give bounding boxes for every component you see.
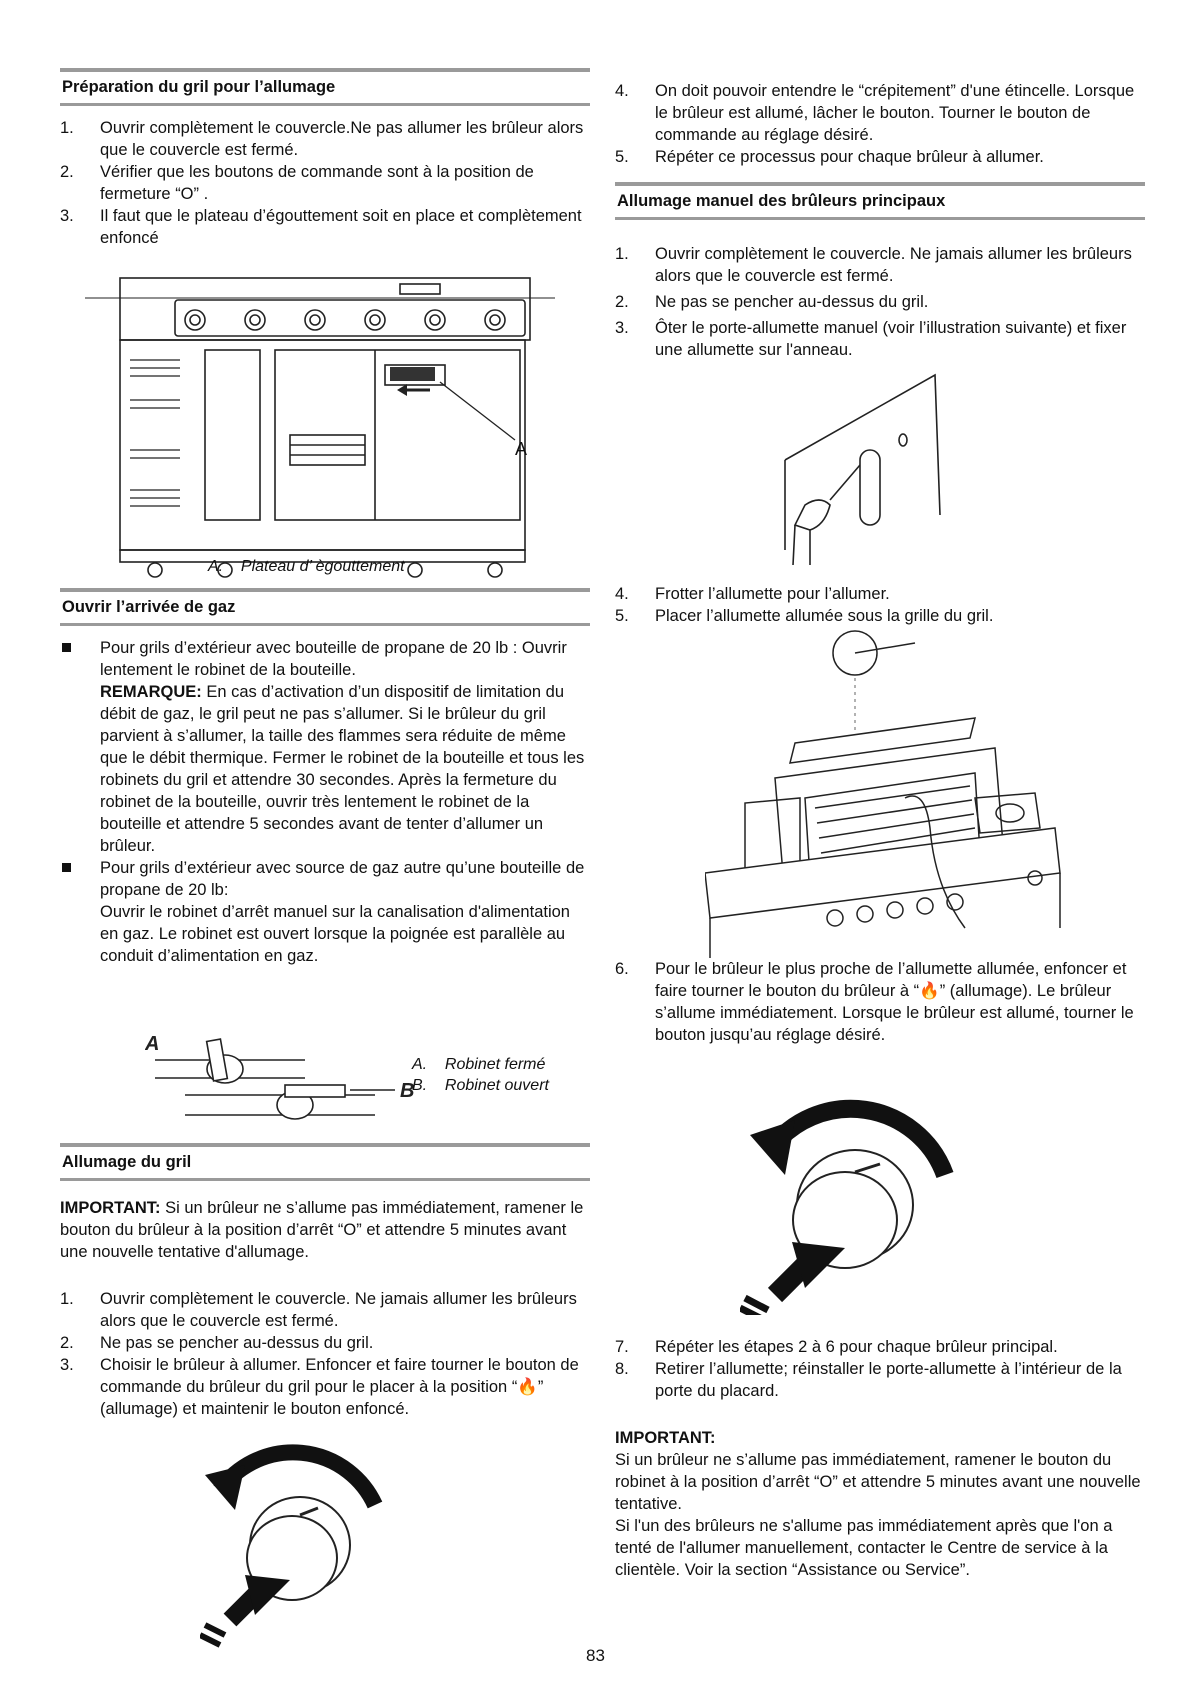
match-holder-illustration: [765, 365, 965, 575]
lighting-steps: [60, 1288, 590, 1420]
important-note: IMPORTANT: Si un brûleur ne s’allume pas immédiatement, ramener le bouton du brûleur à la position d’arrêt “O” et attendre 5 minutes avant une nouvelle tentative d'allumage.: [60, 1199, 584, 1261]
section-heading-gaz: Ouvrir l’arrivée de gaz: [60, 588, 590, 626]
list-item: 2. Ne pas se pencher au-dessus du gril.: [615, 293, 929, 311]
important-note-2: IMPORTANT: Si un brûleur ne s’allume pas immédiatement, ramener le bouton du robinet à la position d’arrêt “O” et attendre 5 minutes avant une nouvelle tentative. Si l'un des brûleurs ne s'allume pas immédiatement après que l'on a tenté de l'allumer manuellement, contacter le Centre de service à la clientèle. Voir la section “Assistance ou Service”.: [615, 1429, 1141, 1579]
valve-illustration: [145, 1030, 435, 1130]
manual-steps-4: [615, 1336, 1145, 1402]
list-item: 8. Retirer l’allumette; réinstaller le porte-allumette à l’intérieur de la porte du placard.: [615, 1360, 1122, 1400]
list-item: 7. Répéter les étapes 2 à 6 pour chaque brûleur principal.: [615, 1338, 1058, 1356]
valve-legend: [412, 1054, 592, 1096]
list-item: 5. Répéter ce processus pour chaque brûleur à allumer.: [615, 148, 1044, 166]
list-item: 4. Frotter l’allumette pour l’allumer.: [615, 585, 890, 603]
grill-cabinet-illustration: [85, 270, 555, 590]
list-item: 2. Vérifier que les boutons de commande sont à la position de fermeture “O” .: [60, 163, 534, 203]
section-heading-preparation: Préparation du gril pour l’allumage: [60, 68, 590, 106]
bullet-square-icon: [62, 863, 71, 872]
bullet-square-icon: [62, 643, 71, 652]
manual-steps-3: [615, 958, 1145, 1046]
manual-steps: [615, 243, 1145, 361]
gas-instructions: [60, 637, 590, 967]
legend-item: B. Robinet ouvert: [412, 1077, 549, 1094]
list-item: 5. Placer l’allumette allumée sous la grille du gril.: [615, 607, 994, 625]
list-item: 1. Ouvrir complètement le couvercle. Ne jamais allumer les brûleurs alors que le couvercle est fermé.: [615, 245, 1132, 285]
valve-label-b: B: [400, 1080, 415, 1102]
preparation-steps: [60, 117, 590, 249]
list-item: Pour grils d’extérieur avec bouteille de propane de 20 lb : Ouvrir lentement le robinet de la bouteille. REMARQUE: En cas d’activation d’un dispositif de limitation du débit de gaz, le gril peut ne pas s’allumer. Si le brûleur du gril parvient à s’allumer, la taille des flammes sera réduite de même que le débit thermique. Fermer le robinet de la bouteille et tous les robinets du gril et attendre 30 secondes. Après la fermeture du robinet de la bouteille, ouvrir très lentement le robinet de la bouteille et attendre 5 secondes avant de tenter d’allumer un brûleur.: [60, 637, 590, 857]
knob-push-turn-illustration: [200, 1430, 420, 1650]
valve-label-a: A: [145, 1033, 160, 1055]
list-item: 6. Pour le brûleur le plus proche de l’allumette allumée, enfoncer et faire tourner le bouton du brûleur à “🔥” (allumage). Le brûleur s’allume immédiatement. Lorsque le brûleur est allumé, tourner le bouton jusqu’au réglage désiré.: [615, 960, 1134, 1044]
figure-caption: A. Plateau d’ ègouttement: [208, 558, 405, 575]
continued-steps: [615, 80, 1145, 168]
manual-steps-2: [615, 583, 1145, 627]
list-item: 3. Ôter le porte-allumette manuel (voir l’illustration suivante) et fixer une allumette sur l'anneau.: [615, 319, 1127, 359]
list-item: 1. Ouvrir complètement le couvercle.Ne pas allumer les brûleur alors que le couvercle est fermé.: [60, 119, 584, 159]
list-item: 3. Il faut que le plateau d’égouttement soit en place et complètement enfoncé: [60, 207, 582, 247]
figure-label-a: A: [515, 439, 528, 459]
knob-push-turn-illustration: [740, 1080, 980, 1315]
list-item: 2. Ne pas se pencher au-dessus du gril.: [60, 1334, 374, 1352]
legend-item: A. Robinet fermé: [412, 1056, 546, 1073]
grill-with-match-illustration: [705, 628, 1065, 958]
list-item: Pour grils d’extérieur avec source de gaz autre qu’une bouteille de propane de 20 lb: Ouvrir le robinet d’arrêt manuel sur la canalisation d'alimentation en gaz. Le robinet est ouvert lorsque la poignée est parallèle au conduit d’alimentation en gaz.: [60, 857, 590, 967]
list-item: 1. Ouvrir complètement le couvercle. Ne jamais allumer les brûleurs alors que le couvercle est fermé.: [60, 1290, 577, 1330]
list-item: 3. Choisir le brûleur à allumer. Enfoncer et faire tourner le bouton de commande du brûleur du gril pour le placer à la position “🔥” (allumage) et maintenir le bouton enfoncé.: [60, 1356, 579, 1418]
section-heading-manuel: Allumage manuel des brûleurs principaux: [615, 182, 1145, 220]
list-item: 4. On doit pouvoir entendre le “crépitement” d'une étincelle. Lorsque le brûleur est allumé, lâcher le bouton. Tourner le bouton de commande au réglage désiré.: [615, 82, 1135, 144]
section-heading-allumage: Allumage du gril: [60, 1143, 590, 1181]
page-number: 83: [586, 1646, 605, 1665]
